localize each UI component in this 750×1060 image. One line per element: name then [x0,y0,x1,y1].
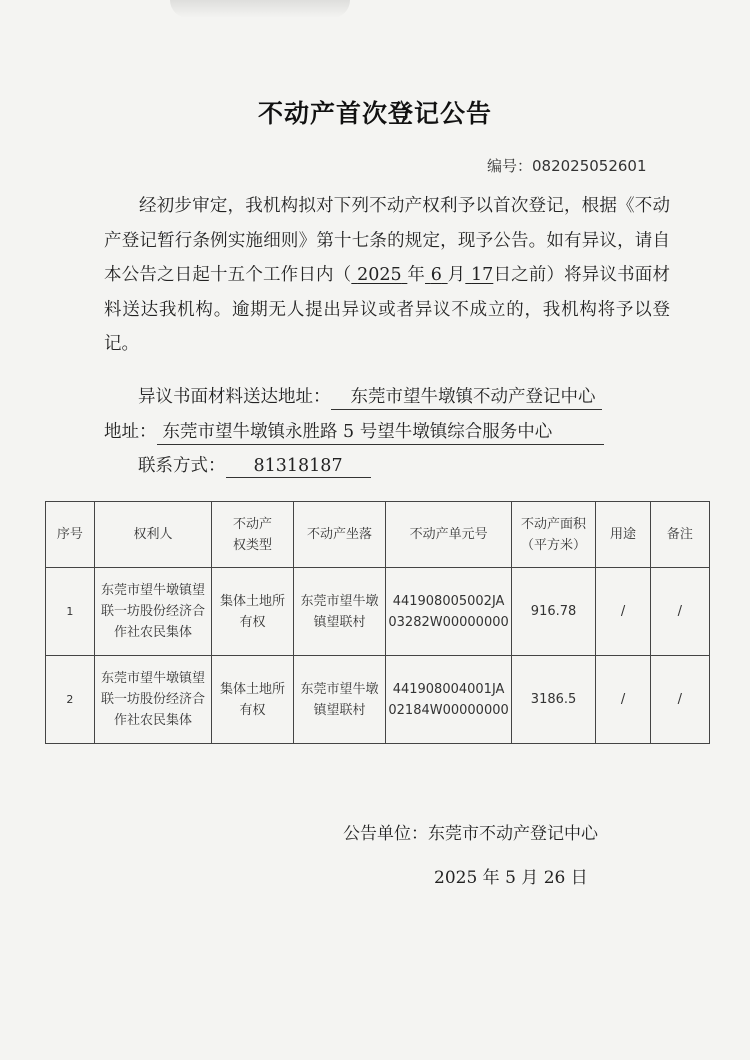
row-note: / [650,656,709,744]
row-index: 1 [46,568,95,656]
row-location: 东莞市望牛墩 镇望联村 [293,656,386,744]
contact-value: 81318187 [226,456,371,478]
intro-text-2: 日之前）将异议书面材料送达我机构。逾期无人提出异议或者异议不成立的，我机构将予以登记。 [104,265,670,354]
row-area: 916.78 [511,568,596,656]
row-location: 东莞市望牛墩 镇望联村 [293,568,386,656]
table-row [46,656,710,744]
row-note: / [650,568,709,656]
address-line [104,418,604,445]
row-type: 集体土地所 有权 [212,568,293,656]
announcing-unit: 公告单位：东莞市不动产登记中心 [343,824,598,844]
intro-text-1: 经初步审定，我机构拟对下列不动产权利予以首次登记，根据《不动产登记暂行条例实施细则》第十七条的规定，现予公告。如有异议，请自本公告之日起十五个工作日内（ [104,196,670,285]
page-title: 不动产首次登记公告 [257,99,492,128]
row-area: 3186.5 [511,656,596,744]
objection-address-value: 东莞市望牛墩镇不动产登记中心 [331,383,602,410]
announcement-date: 2025 年 5 月 26 日 [434,868,588,888]
row-index: 2 [46,656,95,744]
row-unit-number: 441908005002JA 03282W00000000 [386,568,511,656]
address-value: 东莞市望牛墩镇永胜路 5 号望牛墩镇综合服务中心 [157,418,605,445]
contact-line [138,452,371,478]
objection-address-label: 异议书面材料送达地址： [138,387,331,407]
registration-table [45,501,710,744]
header-use: 用途 [596,502,650,568]
header-unit-number: 不动产单元号 [386,502,511,568]
header-location: 不动产坐落 [293,502,386,568]
row-unit-number: 441908004001JA 02184W00000000 [386,656,511,744]
deadline-month: 6 [430,265,442,285]
objection-address-line [138,383,602,410]
deadline-month-unit: 月 [447,265,466,285]
table-header-row [46,502,710,568]
row-type: 集体土地所 有权 [212,656,293,744]
header-owner: 权利人 [94,502,212,568]
deadline-year-unit: 年 [407,265,426,285]
table-row [46,568,710,656]
deadline-day: 17 [471,265,494,285]
header-type: 不动产 权类型 [212,502,293,568]
address-label: 地址： [104,422,157,442]
header-area: 不动产面积 （平方米） [511,502,596,568]
row-owner: 东莞市望牛墩镇望 联一坊股份经济合 作社农民集体 [94,568,212,656]
row-use: / [596,656,650,744]
contact-label: 联系方式： [138,456,226,476]
row-use: / [596,568,650,656]
scan-smudge [170,0,350,18]
serial-number: 编号：082025052601 [487,157,647,175]
header-index: 序号 [46,502,95,568]
header-note: 备注 [650,502,709,568]
intro-paragraph [104,189,670,362]
row-owner: 东莞市望牛墩镇望 联一坊股份经济合 作社农民集体 [94,656,212,744]
deadline-year: 2025 [357,265,402,285]
